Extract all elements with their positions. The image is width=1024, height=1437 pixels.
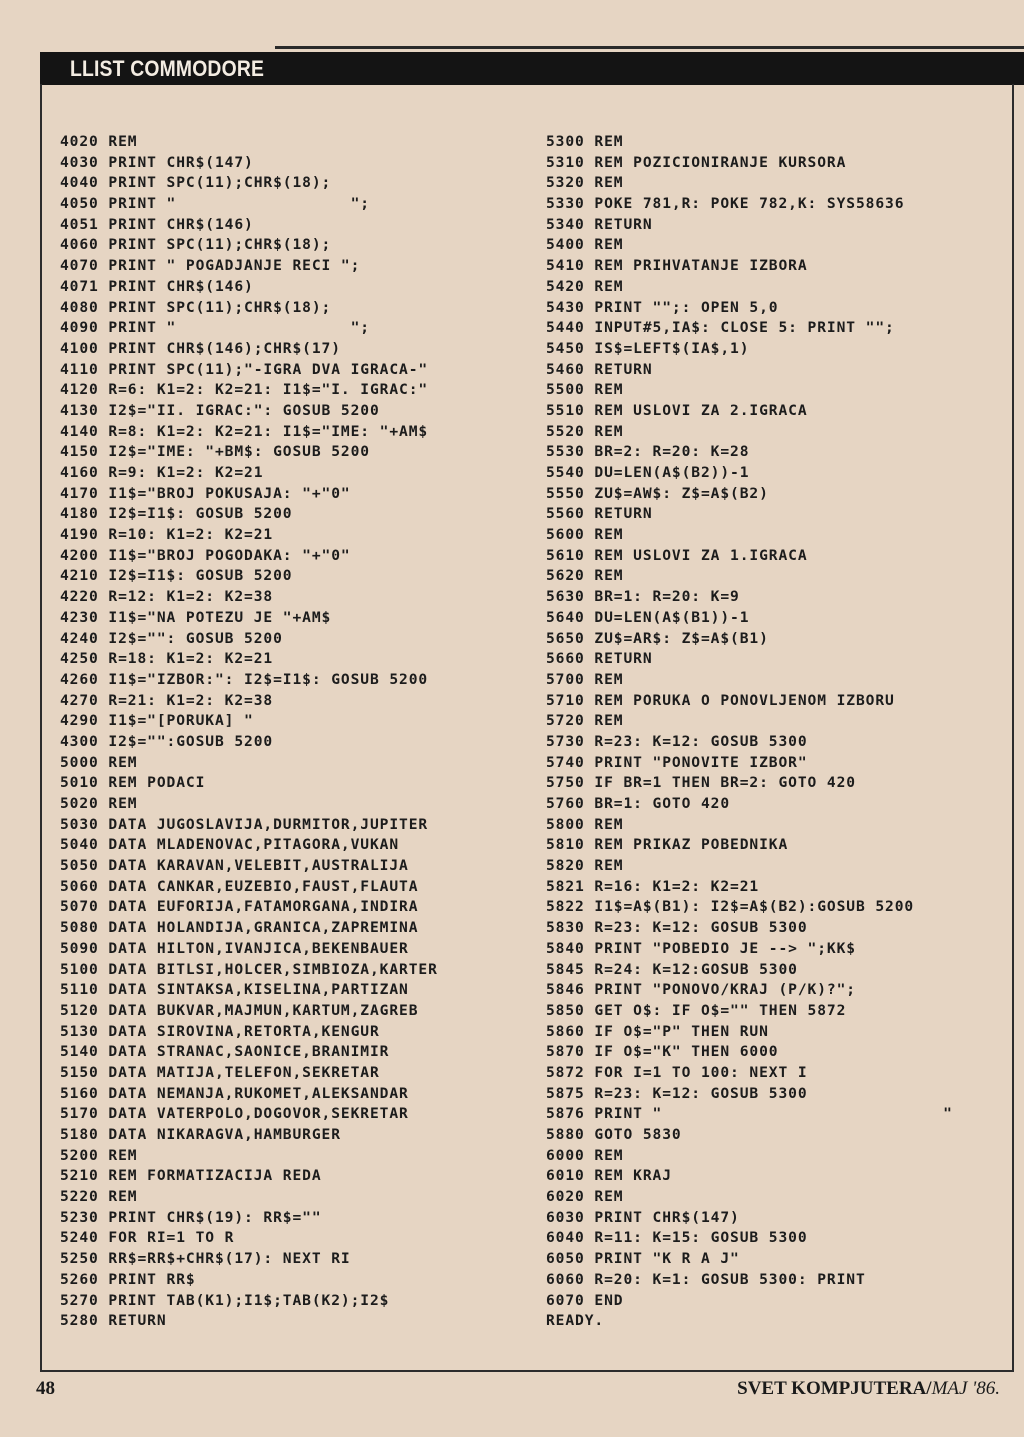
code-line: 5830 R=23: K=12: GOSUB 5300 bbox=[546, 919, 808, 937]
code-line: 4051 PRINT CHR$(146) bbox=[60, 215, 254, 233]
code-line: 5500 REM bbox=[546, 381, 624, 399]
code-line: 5240 FOR RI=1 TO R bbox=[60, 1229, 235, 1247]
code-line: 5800 REM bbox=[546, 815, 624, 833]
code-line: 6040 R=11: K=15: GOSUB 5300 bbox=[546, 1229, 808, 1247]
code-listing-left-column bbox=[60, 132, 438, 1332]
code-line: 5810 REM PRIKAZ POBEDNIKA bbox=[546, 836, 789, 854]
code-line: 5560 RETURN bbox=[546, 505, 653, 523]
code-line: 4100 PRINT CHR$(146);CHR$(17) bbox=[60, 339, 341, 357]
code-line: 4080 PRINT SPC(11);CHR$(18); bbox=[60, 298, 332, 316]
code-line: 5210 REM FORMATIZACIJA REDA bbox=[60, 1167, 322, 1185]
code-line: 5660 RETURN bbox=[546, 650, 653, 668]
code-line: 5250 RR$=RR$+CHR$(17): NEXT RI bbox=[60, 1250, 351, 1268]
code-line: 5860 IF O$="P" THEN RUN bbox=[546, 1022, 769, 1040]
code-line: 4240 I2$="": GOSUB 5200 bbox=[60, 629, 283, 647]
code-line: 5320 REM bbox=[546, 174, 624, 192]
header-rule bbox=[275, 46, 1024, 49]
code-line: 5090 DATA HILTON,IVANJICA,BEKENBAUER bbox=[60, 939, 409, 957]
code-line: 4110 PRINT SPC(11);"-IGRA DVA IGRACA-" bbox=[60, 360, 429, 378]
code-line: 5876 PRINT " " bbox=[546, 1105, 953, 1123]
code-listing-right-column bbox=[546, 132, 953, 1332]
code-line: 5540 DU=LEN(A$(B2))-1 bbox=[546, 464, 750, 481]
code-line: 4190 R=10: K1=2: K2=21 bbox=[60, 526, 274, 544]
code-line: 5620 REM bbox=[546, 567, 624, 585]
code-line: 5400 REM bbox=[546, 236, 624, 254]
code-line: 5200 REM bbox=[60, 1146, 138, 1164]
code-line: 5820 REM bbox=[546, 857, 624, 875]
code-line: 4020 REM bbox=[60, 133, 138, 150]
code-line: 5640 DU=LEN(A$(B1))-1 bbox=[546, 608, 750, 626]
magazine-name: SVET KOMPJUTERA/ bbox=[737, 1378, 932, 1399]
code-line: 5460 RETURN bbox=[546, 360, 653, 378]
code-line: 5280 RETURN bbox=[60, 1312, 167, 1330]
code-line: 5160 DATA NEMANJA,RUKOMET,ALEKSANDAR bbox=[60, 1084, 409, 1102]
code-line: 5230 PRINT CHR$(19): RR$="" bbox=[60, 1208, 322, 1226]
code-line: 5845 R=24: K=12:GOSUB 5300 bbox=[546, 960, 798, 978]
code-line: 5750 IF BR=1 THEN BR=2: GOTO 420 bbox=[546, 774, 856, 792]
code-line: 6020 REM bbox=[546, 1188, 624, 1206]
code-line: 4170 I1$="BROJ POKUSAJA: "+"0" bbox=[60, 484, 351, 502]
code-line: 5100 DATA BITLSI,HOLCER,SIMBIOZA,KARTER bbox=[60, 960, 438, 978]
code-line: 5180 DATA NIKARAGVA,HAMBURGER bbox=[60, 1126, 341, 1143]
code-line: 5140 DATA STRANAC,SAONICE,BRANIMIR bbox=[60, 1043, 390, 1061]
code-line: 5300 REM bbox=[546, 133, 624, 150]
code-line: 5760 BR=1: GOTO 420 bbox=[546, 795, 731, 812]
code-line: 5510 REM USLOVI ZA 2.IGRACA bbox=[546, 401, 808, 419]
code-line: 5846 PRINT "PONOVO/KRAJ (P/K)?"; bbox=[546, 981, 856, 999]
code-line: 4180 I2$=I1$: GOSUB 5200 bbox=[60, 505, 293, 523]
code-line: 4270 R=21: K1=2: K2=38 bbox=[60, 691, 274, 709]
code-line: 4150 I2$="IME: "+BM$: GOSUB 5200 bbox=[60, 443, 370, 461]
code-line: READY. bbox=[546, 1312, 605, 1330]
code-line: 5700 REM bbox=[546, 670, 624, 688]
code-line: 5050 DATA KARAVAN,VELEBIT,AUSTRALIJA bbox=[60, 857, 409, 875]
code-line: 5340 RETURN bbox=[546, 215, 653, 233]
code-line: 5530 BR=2: R=20: K=28 bbox=[546, 443, 750, 461]
code-line: 4050 PRINT " "; bbox=[60, 195, 370, 213]
code-line: 4200 I1$="BROJ POGODAKA: "+"0" bbox=[60, 546, 351, 564]
code-line: 5020 REM bbox=[60, 795, 138, 812]
code-line: 5440 INPUT#5,IA$: CLOSE 5: PRINT ""; bbox=[546, 319, 895, 337]
code-line: 4120 R=6: K1=2: K2=21: I1$="I. IGRAC:" bbox=[60, 381, 429, 399]
code-line: 4290 I1$="[PORUKA] " bbox=[60, 712, 254, 730]
code-line: 5310 REM POZICIONIRANJE KURSORA bbox=[546, 153, 847, 171]
code-line: 5040 DATA MLADENOVAC,PITAGORA,VUKAN bbox=[60, 836, 400, 854]
code-line: 5870 IF O$="K" THEN 6000 bbox=[546, 1043, 779, 1061]
code-line: 4210 I2$=I1$: GOSUB 5200 bbox=[60, 567, 293, 585]
code-line: 4130 I2$="II. IGRAC:": GOSUB 5200 bbox=[60, 401, 380, 419]
code-line: 5270 PRINT TAB(K1);I1$;TAB(K2);I2$ bbox=[60, 1291, 390, 1309]
code-line: 4250 R=18: K1=2: K2=21 bbox=[60, 650, 274, 668]
code-line: 5130 DATA SIROVINA,RETORTA,KENGUR bbox=[60, 1022, 380, 1040]
code-line: 5520 REM bbox=[546, 422, 624, 440]
code-line: 5010 REM PODACI bbox=[60, 774, 206, 792]
code-line: 5110 DATA SINTAKSA,KISELINA,PARTIZAN bbox=[60, 981, 409, 999]
code-line: 4300 I2$="":GOSUB 5200 bbox=[60, 732, 274, 750]
code-line: 4070 PRINT " POGADJANJE RECI "; bbox=[60, 257, 361, 275]
code-line: 5875 R=23: K=12: GOSUB 5300 bbox=[546, 1084, 808, 1102]
code-line: 5120 DATA BUKVAR,MAJMUN,KARTUM,ZAGREB bbox=[60, 1001, 419, 1019]
code-line: 5710 REM PORUKA O PONOVLJENOM IZBORU bbox=[546, 691, 895, 709]
code-line: 5070 DATA EUFORIJA,FATAMORGANA,INDIRA bbox=[60, 898, 419, 916]
code-line: 5330 POKE 781,R: POKE 782,K: SYS58636 bbox=[546, 195, 905, 213]
code-line: 6010 REM KRAJ bbox=[546, 1167, 672, 1185]
code-line: 5840 PRINT "POBEDIO JE --> ";KK$ bbox=[546, 939, 856, 957]
code-line: 4040 PRINT SPC(11);CHR$(18); bbox=[60, 174, 332, 192]
code-line: 5420 REM bbox=[546, 277, 624, 295]
code-line: 5170 DATA VATERPOLO,DOGOVOR,SEKRETAR bbox=[60, 1105, 409, 1123]
code-line: 5080 DATA HOLANDIJA,GRANICA,ZAPREMINA bbox=[60, 919, 419, 937]
code-line: 5720 REM bbox=[546, 712, 624, 730]
code-line: 4090 PRINT " "; bbox=[60, 319, 370, 337]
code-line: 5450 IS$=LEFT$(IA$,1) bbox=[546, 339, 750, 357]
code-line: 4060 PRINT SPC(11);CHR$(18); bbox=[60, 236, 332, 254]
code-line: 4230 I1$="NA POTEZU JE "+AM$ bbox=[60, 608, 332, 626]
code-line: 5822 I1$=A$(B1): I2$=A$(B2):GOSUB 5200 bbox=[546, 898, 915, 916]
section-title: LLIST COMMODORE bbox=[70, 56, 265, 81]
code-line: 5821 R=16: K1=2: K2=21 bbox=[546, 877, 760, 895]
code-line: 4160 R=9: K1=2: K2=21 bbox=[60, 464, 264, 481]
code-line: 5030 DATA JUGOSLAVIJA,DURMITOR,JUPITER bbox=[60, 815, 429, 833]
code-line: 5850 GET O$: IF O$="" THEN 5872 bbox=[546, 1001, 847, 1019]
code-line: 4071 PRINT CHR$(146) bbox=[60, 277, 254, 295]
code-line: 6070 END bbox=[546, 1291, 624, 1309]
code-line: 6000 REM bbox=[546, 1146, 624, 1164]
code-line: 5872 FOR I=1 TO 100: NEXT I bbox=[546, 1063, 808, 1081]
code-line: 4030 PRINT CHR$(147) bbox=[60, 153, 254, 171]
code-line: 5880 GOTO 5830 bbox=[546, 1126, 682, 1143]
code-line: 4260 I1$="IZBOR:": I2$=I1$: GOSUB 5200 bbox=[60, 670, 429, 688]
code-line: 5000 REM bbox=[60, 753, 138, 771]
code-line: 5150 DATA MATIJA,TELEFON,SEKRETAR bbox=[60, 1063, 380, 1081]
code-line: 5650 ZU$=AR$: Z$=A$(B1) bbox=[546, 629, 769, 647]
code-line: 5740 PRINT "PONOVITE IZBOR" bbox=[546, 753, 808, 771]
code-line: 4220 R=12: K1=2: K2=38 bbox=[60, 588, 274, 606]
code-line: 5550 ZU$=AW$: Z$=A$(B2) bbox=[546, 484, 769, 502]
issue-date: MAJ '86. bbox=[931, 1378, 1000, 1399]
code-line: 5260 PRINT RR$ bbox=[60, 1270, 196, 1288]
code-line: 5600 REM bbox=[546, 526, 624, 544]
code-line: 5060 DATA CANKAR,EUZEBIO,FAUST,FLAUTA bbox=[60, 877, 419, 895]
code-line: 6060 R=20: K=1: GOSUB 5300: PRINT bbox=[546, 1270, 866, 1288]
code-line: 5410 REM PRIHVATANJE IZBORA bbox=[546, 257, 808, 275]
magazine-footer bbox=[737, 1378, 1000, 1400]
code-line: 6050 PRINT "K R A J" bbox=[546, 1250, 740, 1268]
code-line: 5730 R=23: K=12: GOSUB 5300 bbox=[546, 732, 808, 750]
code-line: 5630 BR=1: R=20: K=9 bbox=[546, 588, 740, 606]
code-line: 6030 PRINT CHR$(147) bbox=[546, 1208, 740, 1226]
code-line: 5430 PRINT "";: OPEN 5,0 bbox=[546, 298, 779, 316]
code-line: 5220 REM bbox=[60, 1188, 138, 1206]
code-line: 4140 R=8: K1=2: K2=21: I1$="IME: "+AM$ bbox=[60, 422, 429, 440]
code-line: 5610 REM USLOVI ZA 1.IGRACA bbox=[546, 546, 808, 564]
page-number: 48 bbox=[36, 1378, 55, 1399]
